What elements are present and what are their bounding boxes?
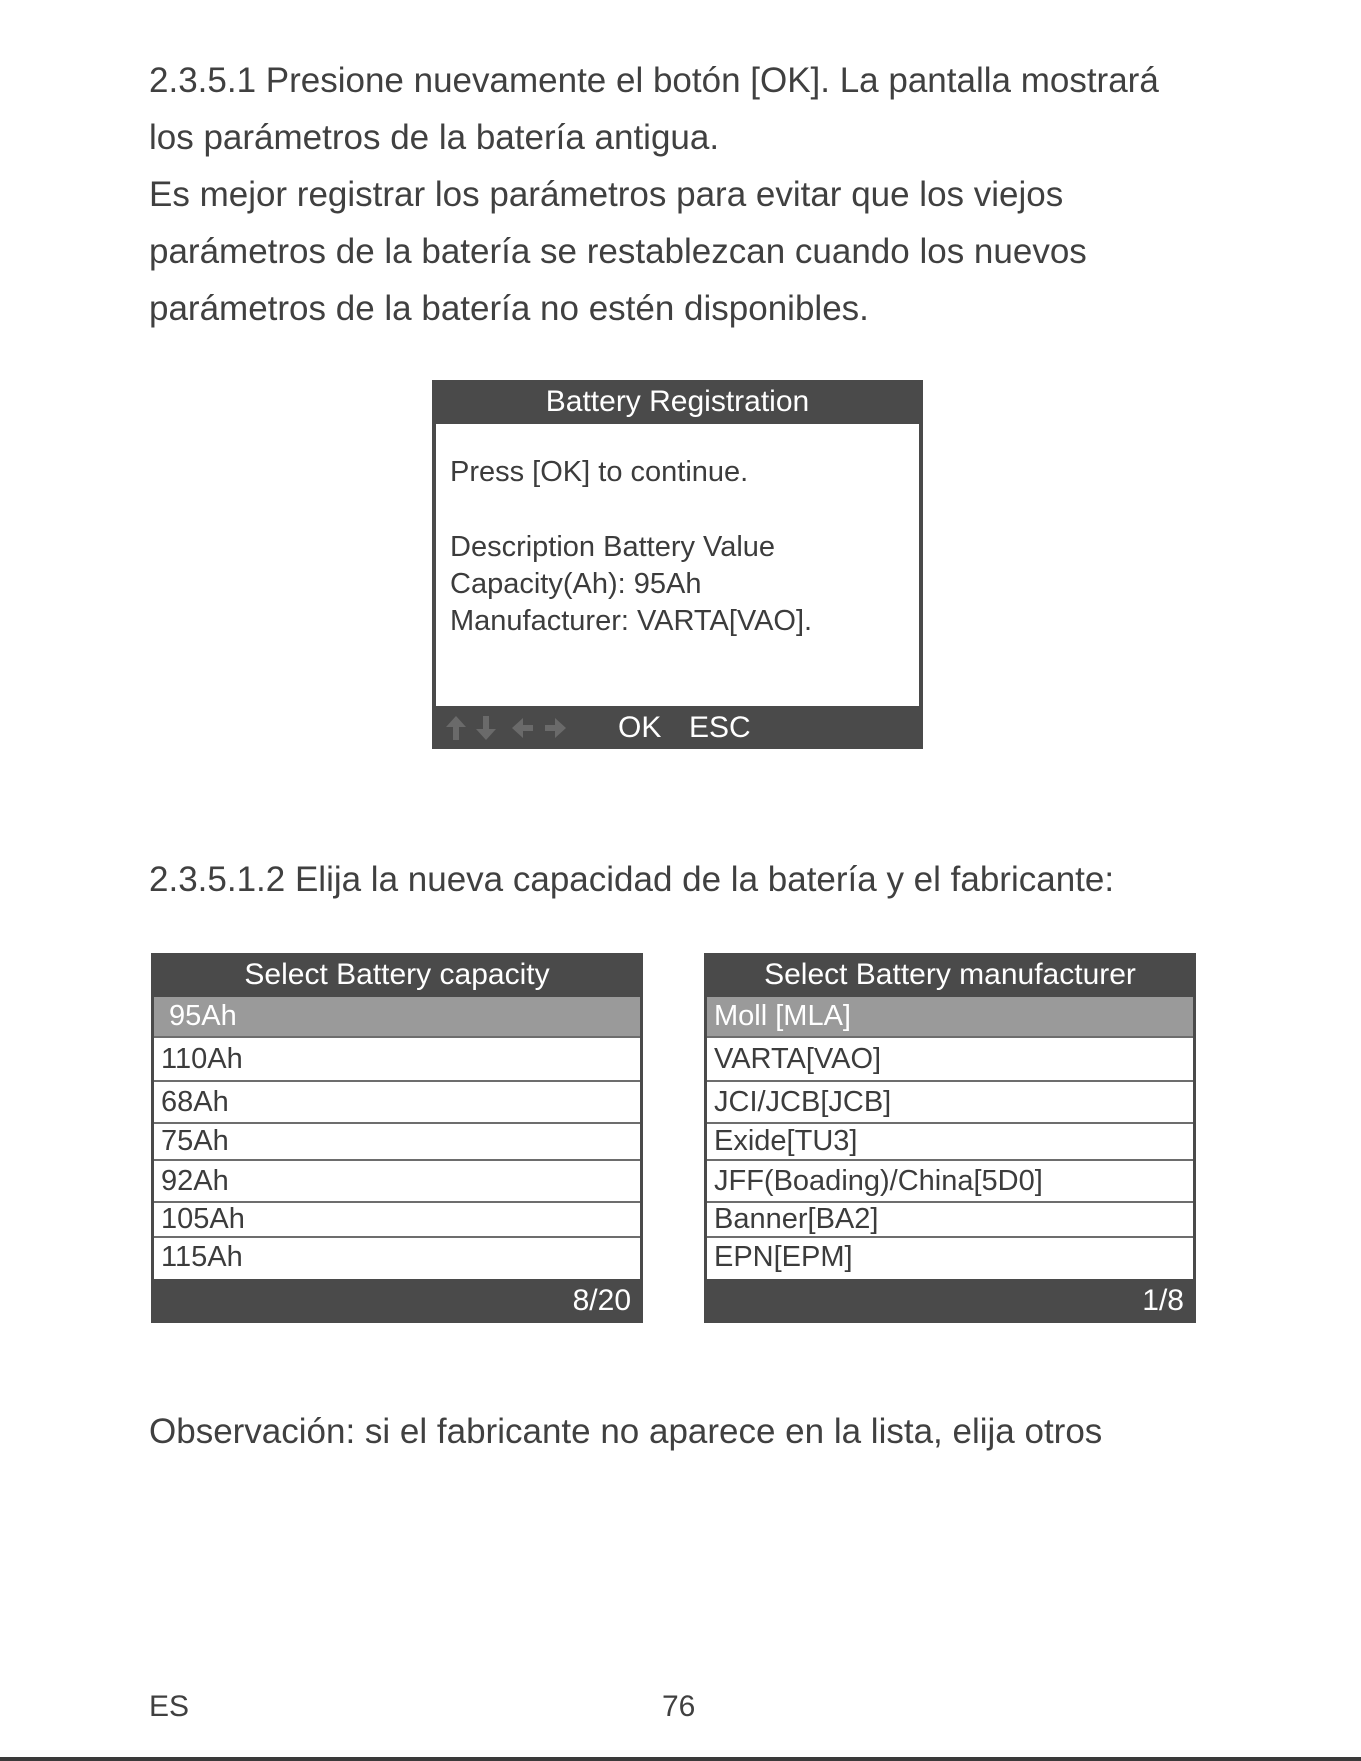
list-item[interactable]: Moll [MLA]: [707, 997, 1193, 1038]
battery-registration-screen: [432, 380, 923, 749]
list-item[interactable]: 95Ah: [154, 997, 640, 1038]
page-indicator: 8/20: [572, 1284, 631, 1317]
screen-title: Select Battery capacity: [244, 958, 550, 991]
intro-line: Es mejor registrar los parámetros para evitar que los viejos: [149, 175, 1064, 214]
list-item[interactable]: VARTA[VAO]: [707, 1038, 1193, 1082]
screen-title: Select Battery manufacturer: [764, 958, 1136, 991]
list-item[interactable]: 75Ah: [154, 1124, 640, 1161]
screen-body: [436, 424, 919, 706]
capacity-list: [154, 997, 640, 1279]
section-heading: 2.3.5.1.2 Elija la nueva capacidad de la batería y el fabricante:: [149, 860, 1115, 899]
language-code: ES: [149, 1690, 190, 1723]
intro-paragraph: [149, 52, 1229, 337]
list-item[interactable]: EPN[EPM]: [714, 1240, 853, 1273]
list-item[interactable]: Exide[TU3]: [707, 1124, 1193, 1161]
continue-prompt: Press [OK] to continue.: [450, 456, 749, 488]
list-item[interactable]: 105Ah: [154, 1203, 640, 1238]
screen-title: Battery Registration: [545, 385, 810, 418]
arrow-right-icon[interactable]: [544, 714, 568, 742]
intro-line: los parámetros de la batería antigua.: [149, 118, 720, 157]
intro-line: parámetros de la batería se restablezcan cuando los nuevos: [149, 232, 1087, 271]
list-item[interactable]: 115Ah: [161, 1240, 243, 1273]
list-item[interactable]: JFF(Boading)/China[5D0]: [707, 1161, 1193, 1203]
screen-footer: [432, 706, 923, 749]
page-indicator: 1/8: [1142, 1284, 1184, 1317]
intro-line: parámetros de la batería no estén disponibles.: [149, 289, 869, 328]
capacity-select-screen: [151, 953, 643, 1323]
bottom-rule: [0, 1757, 1361, 1761]
manufacturer-list: [707, 997, 1193, 1279]
description-header: Description Battery Value: [450, 531, 776, 563]
list-item[interactable]: 92Ah: [154, 1161, 640, 1203]
list-item[interactable]: 68Ah: [154, 1082, 640, 1124]
manufacturer-value: Manufacturer: VARTA[VAO].: [450, 605, 813, 637]
esc-button[interactable]: ESC: [689, 711, 751, 744]
list-item[interactable]: JCI/JCB[JCB]: [707, 1082, 1193, 1124]
intro-line: 2.3.5.1 Presione nuevamente el botón [OK]. La pantalla mostrará: [149, 61, 1159, 100]
arrow-down-icon[interactable]: [474, 714, 498, 742]
arrow-left-icon[interactable]: [510, 714, 534, 742]
list-item[interactable]: 110Ah: [154, 1038, 640, 1082]
list-item[interactable]: Banner[BA2]: [707, 1203, 1193, 1238]
ok-button[interactable]: OK: [618, 711, 662, 744]
page-number: 76: [662, 1690, 696, 1723]
capacity-value: Capacity(Ah): 95Ah: [450, 568, 702, 600]
arrow-up-icon[interactable]: [444, 714, 468, 742]
manufacturer-select-screen: [704, 953, 1196, 1323]
note-paragraph: Observación: si el fabricante no aparece en la lista, elija otros: [149, 1412, 1103, 1451]
